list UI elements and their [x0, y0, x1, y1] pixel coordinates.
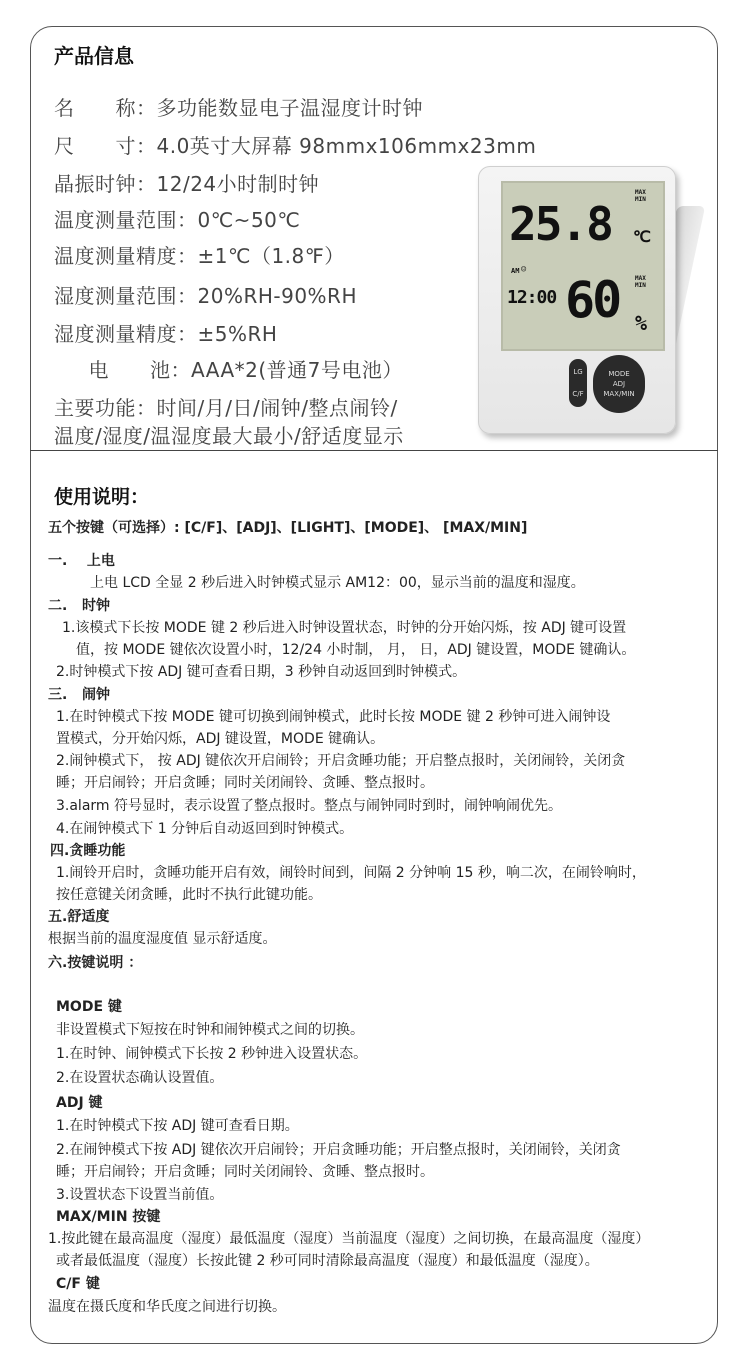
spec-name — [54, 92, 423, 121]
spec-value: ±1℃（1.8℉） — [197, 244, 345, 268]
comfort-face-icon: ☺ — [521, 265, 527, 275]
instruction-line: 2.在设置状态确认设置值。 — [56, 1070, 224, 1086]
spec-functions-cont: 温度/湿度/温湿度最大最小/舒适度显示 — [54, 424, 404, 448]
btn-maxmin-label: MAX/MIN — [603, 390, 635, 398]
instruction-line: 1.该模式下长按 MODE 键 2 秒后进入时钟设置状态，时钟的分开始闪烁，按 ADJ 键可设置 — [62, 620, 627, 636]
spec-label: 湿度测量范围： — [54, 284, 198, 308]
spec-value: 多功能数显电子温湿度计时钟 — [156, 96, 423, 120]
device-buttons — [569, 355, 649, 415]
section-title-clock: 二. 时钟 — [48, 598, 110, 614]
spec-label: 晶振时钟： — [54, 172, 157, 196]
spec-size — [54, 130, 536, 159]
instruction-line: 1.闹铃开启时，贪睡功能开启有效，闹铃时间到，间隔 2 分钟响 15 秒，响二次，在闹铃响时， — [56, 865, 646, 881]
lcd-maxmin-top: MAX MIN — [635, 189, 646, 203]
section-title-comfort: 五.舒适度 — [48, 909, 110, 925]
spec-battery — [68, 354, 403, 383]
section-title-snooze: 四.贪睡功能 — [50, 843, 126, 859]
buttons-overview: 五个按键（可选择）: [C/F]、[ADJ]、[LIGHT]、[MODE]、 [MAX/MIN] — [48, 520, 528, 536]
spec-label: 湿度测量精度： — [54, 322, 198, 346]
spec-value: ±5%RH — [197, 322, 278, 346]
instruction-line: 温度在摄氏度和华氏度之间进行切换。 — [48, 1299, 286, 1315]
spec-temp-range — [54, 204, 300, 233]
device-body — [478, 166, 676, 434]
spec-temp-accuracy — [54, 240, 345, 269]
btn-cf-label: C/F — [572, 390, 584, 398]
product-info-heading: 产品信息 — [54, 44, 134, 68]
spec-value: 20%RH-90%RH — [197, 284, 357, 308]
instruction-line: 按任意键关闭贪睡，此时不执行此键功能。 — [56, 887, 322, 903]
spec-label: 温度测量精度： — [54, 244, 198, 268]
instruction-line: 根据当前的温度湿度值 显示舒适度。 — [48, 931, 277, 947]
spec-label: 尺 寸： — [54, 134, 157, 158]
spec-label: 温度测量范围： — [54, 208, 198, 232]
cf-key-title: C/F 键 — [56, 1276, 100, 1292]
btn-lg-label: LG — [573, 368, 583, 376]
spec-value: 12/24小时制时钟 — [156, 172, 320, 196]
lcd-maxmin-mid: MAX MIN — [635, 275, 646, 289]
instruction-line: 或者最低温度（湿度）长按此键 2 秒可同时清除最高温度（湿度）和最低温度（湿度）。 — [56, 1253, 599, 1269]
spec-clock — [54, 168, 319, 197]
lcd-temperature: 25.8 — [509, 197, 612, 251]
instruction-line: 2.时钟模式下按 ADJ 键可查看日期，3 秒钟自动返回到时钟模式。 — [56, 664, 467, 680]
instruction-line: 睡；开启闹铃；开启贪睡；同时关闭闹铃、贪睡、整点报时。 — [56, 1164, 434, 1180]
spec-humidity-accuracy — [54, 318, 277, 347]
instruction-line: 4.在闹钟模式下 1 分钟后自动返回到时钟模式。 — [56, 821, 354, 837]
spec-value: 时间/月/日/闹钟/整点闹铃/ — [156, 396, 398, 420]
maxmin-key-title: MAX/MIN 按键 — [56, 1209, 161, 1225]
lcd-clock: 12:00 — [507, 287, 557, 308]
spec-value: 4.0英寸大屏幕 98mmx106mmx23mm — [156, 134, 537, 158]
instruction-line: 上电 LCD 全显 2 秒后进入时钟模式显示 AM12：00，显示当前的温度和湿度。 — [90, 575, 585, 591]
adj-key-title: ADJ 键 — [56, 1095, 103, 1111]
section-title-power: 一. 上电 — [48, 553, 115, 569]
spec-value: AAA*2(普通7号电池） — [191, 358, 403, 382]
instruction-line: 非设置模式下短按在时钟和闹钟模式之间的切换。 — [56, 1022, 364, 1038]
instructions-heading: 使用说明： — [54, 486, 150, 508]
instruction-line: 值，按 MODE 键依次设置小时，12/24 小时制， 月， 日，ADJ 键设置，MODE 键确认。 — [76, 642, 636, 658]
instruction-line: 1.按此键在最高温度（湿度）最低温度（湿度）当前温度（湿度）之间切换，在最高温度（湿度） — [48, 1231, 650, 1247]
section-title-buttons: 六.按键说明 ： — [48, 955, 143, 971]
instruction-line: 3.设置状态下设置当前值。 — [56, 1187, 224, 1203]
instruction-line: 1.在时钟、闹钟模式下长按 2 秒钟进入设置状态。 — [56, 1046, 368, 1062]
instruction-line: 2.在闹钟模式下按 ADJ 键依次开启闹铃；开启贪睡功能；开启整点报时，关闭闹铃，关闭贪 — [56, 1142, 621, 1158]
instruction-line: 置模式，分开始闪烁，ADJ 键设置，MODE 键确认。 — [56, 731, 385, 747]
lcd-humidity: 60 — [565, 271, 620, 329]
instruction-line: 1.在时钟模式下按 MODE 键可切换到闹钟模式，此时长按 MODE 键 2 秒钟可进入闹钟设 — [56, 709, 611, 725]
mode-key-title: MODE 键 — [56, 999, 122, 1015]
spec-value: 0℃~50℃ — [197, 208, 301, 232]
instruction-line: 1.在时钟模式下按 ADJ 键可查看日期。 — [56, 1118, 299, 1134]
spec-label: 主要功能： — [54, 396, 157, 420]
instruction-line: 2.闹钟模式下， 按 ADJ 键依次开启闹铃；开启贪睡功能；开启整点报时，关闭闹铃，关闭贪 — [56, 753, 626, 769]
spec-label: 电 池： — [68, 358, 191, 382]
lcd-screen — [501, 181, 665, 351]
instruction-line: 睡；开启闹铃；开启贪睡；同时关闭闹铃、贪睡、整点报时。 — [56, 775, 434, 791]
mode-adj-maxmin-buttons — [593, 355, 645, 413]
thermometer-clock-image — [478, 166, 696, 436]
instruction-line: 3.alarm 符号显时，表示设置了整点报时。整点与闹钟同时到时，闹钟响闹优先。 — [56, 798, 563, 814]
spec-label: 名 称： — [54, 96, 157, 120]
section-title-alarm: 三. 闹钟 — [48, 687, 110, 703]
lcd-am: AM — [511, 267, 520, 275]
spec-functions — [54, 392, 398, 421]
section-divider — [30, 450, 718, 451]
lg-cf-button — [569, 359, 587, 407]
spec-humidity-range — [54, 280, 357, 309]
lcd-temp-unit: ℃ — [633, 227, 651, 246]
lcd-humidity-unit: % — [635, 311, 648, 335]
btn-adj-label: ADJ — [612, 380, 626, 388]
btn-mode-label: MODE — [608, 370, 630, 378]
